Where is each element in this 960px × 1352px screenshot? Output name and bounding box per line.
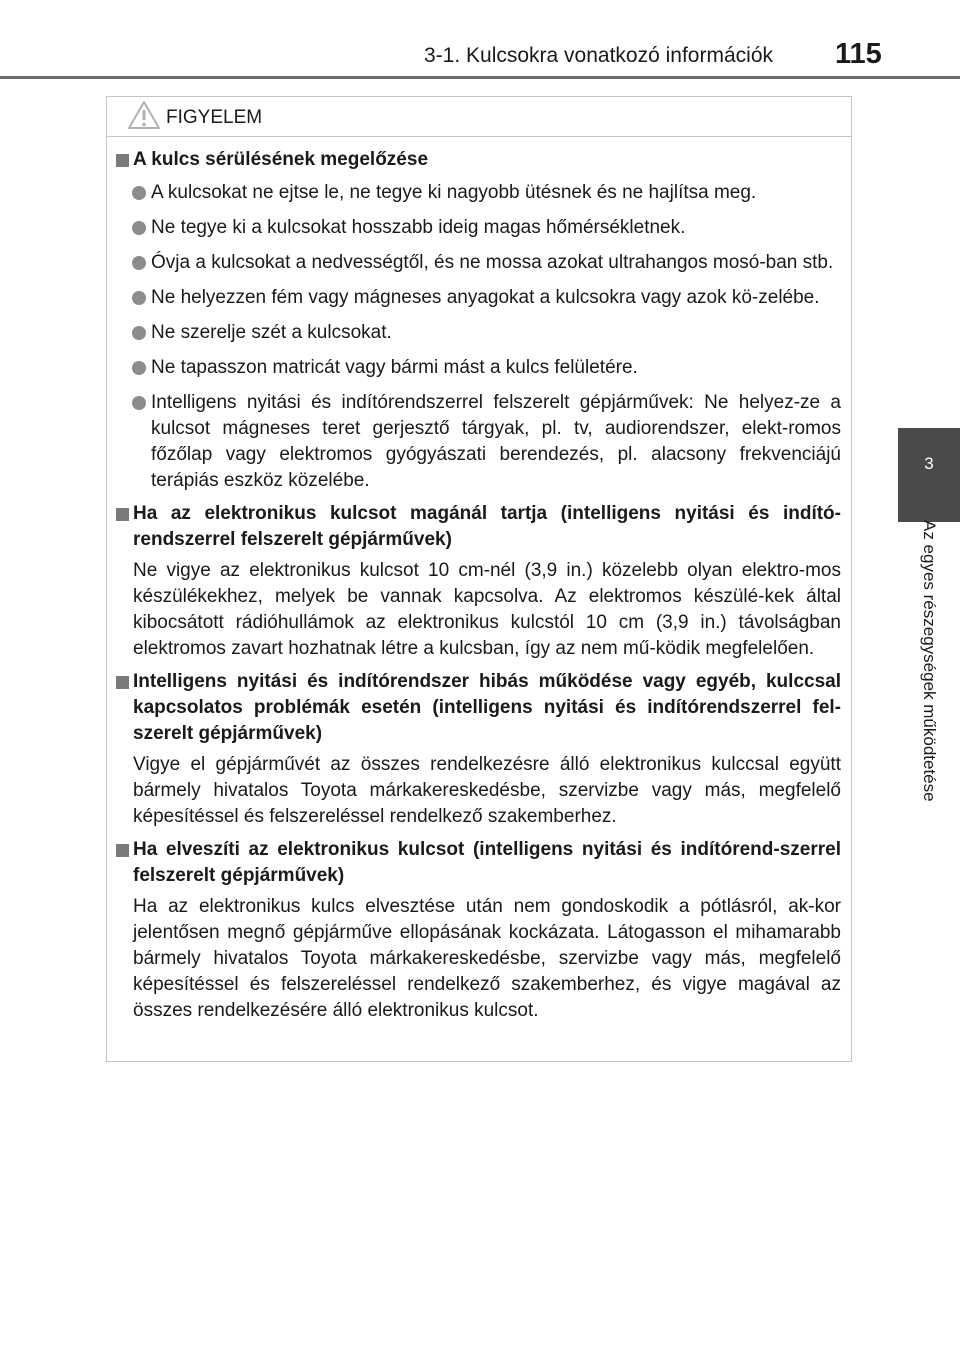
round-bullet-icon — [132, 186, 146, 200]
bullet-text: A kulcsokat ne ejtse le, ne tegye ki nagyobb ütésnek és ne hajlítsa meg. — [151, 182, 757, 203]
round-bullet-icon — [132, 291, 146, 305]
bullet-text: Ne tapasszon matricát vagy bármi mást a kulcs felületére. — [151, 357, 638, 378]
bullet-item — [107, 250, 851, 276]
section-heading — [107, 147, 851, 173]
square-bullet-icon — [116, 508, 129, 521]
warning-header — [107, 97, 851, 137]
bullet-text: Ne helyezzen fém vagy mágneses anyagokat a kulcsokra vagy azok kö-zelébe. — [151, 287, 820, 308]
section-heading-text: Ha az elektronikus kulcsot magánál tartja (intelligens nyitási és indító-rendszerrel felszerelt gépjárművek) — [133, 503, 841, 550]
round-bullet-icon — [132, 326, 146, 340]
warning-box — [106, 96, 852, 1062]
round-bullet-icon — [132, 221, 146, 235]
section-paragraph: Ha az elektronikus kulcs elvesztése után nem gondoskodik a pótlásról, ak-kor jelentősen megnő gépjárműve ellopásának kockázata. Látogasson el mihamarabb bármely hivatalos Toyota márkakereskedésbe, szervizbe vagy más, megfelelő képesítéssel és felszereléssel rendelkező szakemberhez, és vigye magával az összes rendelkezésére álló elektronikus kulcsot. — [133, 896, 841, 1021]
bullet-item — [107, 390, 851, 494]
warning-body — [107, 147, 851, 1024]
bullet-item — [107, 355, 851, 381]
section-heading-text: A kulcs sérülésének megelőzése — [133, 149, 429, 170]
bullet-text: Ne tegye ki a kulcsokat hosszabb ideig magas hőmérsékletnek. — [151, 217, 686, 238]
section-heading — [107, 501, 851, 553]
square-bullet-icon — [116, 154, 129, 167]
section-heading — [107, 837, 851, 889]
header-rule — [0, 76, 960, 79]
section-paragraph: Ne vigye az elektronikus kulcsot 10 cm-nél (3,9 in.) közelebb olyan elektro-mos készülékekhez, melyek be vannak kapcsolva. Az elektromos készülé-kek által kibocsátott rádióhullámok az elektronikus kulcstól 10 cm (3,9 in.) távolságban elektromos zavart hozhatnak létre a kulcsban, így az nem mű-ködik megfelelően. — [133, 560, 841, 659]
round-bullet-icon — [132, 361, 146, 375]
square-bullet-icon — [116, 844, 129, 857]
square-bullet-icon — [116, 676, 129, 689]
chapter-tab — [898, 428, 960, 522]
round-bullet-icon — [132, 396, 146, 410]
section-title: 3-1. Kulcsokra vonatkozó információk — [424, 44, 773, 67]
bullet-text: Ne szerelje szét a kulcsokat. — [151, 322, 392, 343]
bullet-item — [107, 320, 851, 346]
bullet-item — [107, 215, 851, 241]
round-bullet-icon — [132, 256, 146, 270]
warning-triangle-icon — [127, 100, 161, 130]
bullet-text: Óvja a kulcsokat a nedvességtől, és ne mossa azokat ultrahangos mosó-ban stb. — [151, 252, 834, 273]
bullet-item — [107, 180, 851, 206]
chapter-title: Az egyes részegységek működtetése — [920, 520, 939, 802]
warning-label: FIGYELEM — [166, 107, 263, 128]
bullet-text: Intelligens nyitási és indítórendszerrel felszerelt gépjárművek: Ne helyez-ze a kulcsot mágneses teret gerjesztő tárgyak, pl. tv, audiorendszer, elekt-romos főzőlap vagy elektromos gyógyászati berendezés, pl. alacsony frekvenciájú terápiás eszköz közelébe. — [151, 392, 841, 491]
section-heading-text: Ha elveszíti az elektronikus kulcsot (intelligens nyitási és indítórend-szerrel felszerelt gépjárművek) — [133, 839, 841, 886]
bullet-item — [107, 285, 851, 311]
section-heading-text: Intelligens nyitási és indítórendszer hibás működése vagy egyéb, kulccsal kapcsolatos problémák esetén (intelligens nyitási és indítórendszerrel fel-szerelt gépjárművek) — [133, 671, 841, 744]
section-paragraph: Vigye el gépjárművét az összes rendelkezésre álló elektronikus kulccsal együtt bármely hivatalos Toyota márkakereskedésbe, szervizbe vagy más, megfelelő képesítéssel és felszereléssel rendelkező szakemberhez. — [133, 754, 841, 827]
page-number: 115 — [835, 38, 882, 70]
chapter-number: 3 — [924, 454, 934, 473]
section-heading — [107, 669, 851, 747]
